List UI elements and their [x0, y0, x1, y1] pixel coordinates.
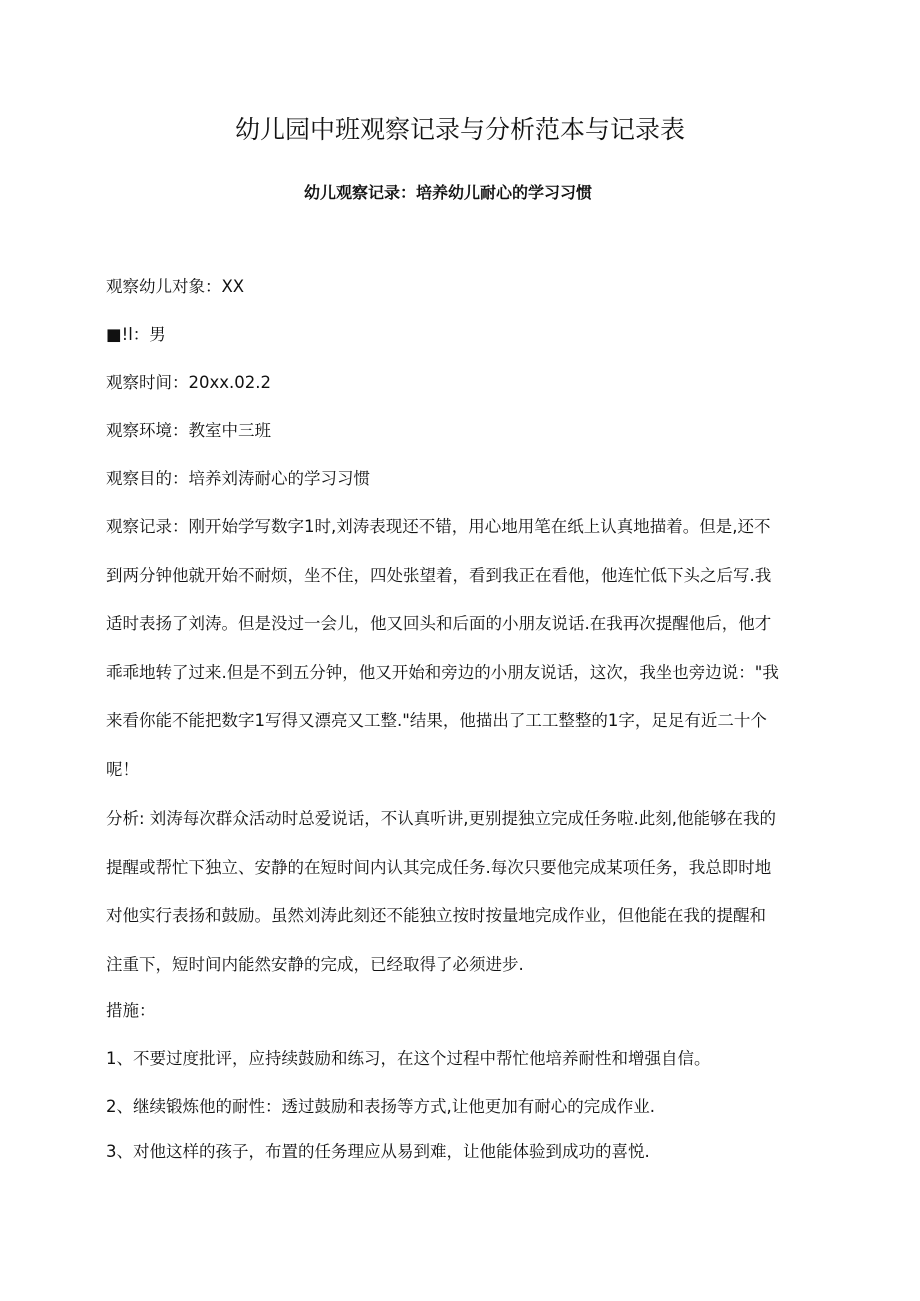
analysis: [106, 795, 796, 989]
field-environment: 观察环境：教室中三班: [106, 421, 271, 440]
analysis-line: 注重下，短时间内能然安静的完成，已经取得了必须进步.: [106, 954, 524, 974]
record-line: 观察记录：刚开始学写数字1时,刘涛表现还不错，用心地用笔在纸上认真地描着。但是,还不: [106, 517, 771, 536]
measures-label: 措施：: [106, 1001, 156, 1020]
measure-item-3: 3、对他这样的孩子，布置的任务理应从易到难，让他能体验到成功的喜悦.: [106, 1142, 650, 1161]
measure-item-1: 1、不要过度批评，应持续鼓励和练习，在这个过程中帮忙他培养耐性和增强自信。: [106, 1049, 711, 1068]
analysis-line: 对他实行表扬和鼓励。虽然刘涛此刻还不能独立按时按量地完成作业，但他能在我的提醒和: [106, 906, 766, 925]
observation-record: [106, 503, 796, 794]
field-time: 观察时间：20xx.02.2: [106, 373, 272, 392]
document-subtitle: 幼儿观察记录：培养幼儿耐心的学习习惯: [303, 183, 592, 202]
document-title: 幼儿园中班观察记录与分析范本与记录表: [234, 115, 685, 144]
record-line: 来看你能不能把数字1写得又漂亮又工整."结果，他描出了工工整整的1字，足足有近二十个: [106, 711, 767, 730]
measure-item-2: 2、继续锻炼他的耐性：透过鼓励和表扬等方式,让他更加有耐心的完成作业.: [106, 1097, 655, 1116]
field-gender: ■!l：男: [106, 325, 166, 344]
record-line: 适时表扬了刘涛。但是没过一会儿，他又回头和后面的小朋友说话.在我再次提醒他后，他才: [106, 614, 772, 633]
record-line: 呢！: [106, 759, 139, 779]
record-line: 到两分钟他就开始不耐烦，坐不住，四处张望着，看到我正在看他，他连忙低下头之后写.我: [106, 565, 772, 585]
record-line: 乖乖地转了过来.但是不到五分钟，他又开始和旁边的小朋友说话，这次，我坐也旁边说："我: [106, 662, 779, 682]
analysis-line: 分析: 刘涛每次群众活动时总爱说话，不认真听讲,更别提独立完成任务啦.此刻,他能够在我的: [106, 809, 777, 828]
field-subject: 观察幼儿对象：XX: [106, 277, 245, 296]
field-purpose: 观察目的：培养刘涛耐心的学习习惯: [106, 469, 370, 488]
analysis-line: 提醒或帮忙下独立、安静的在短时间内认其完成任务.每次只要他完成某项任务，我总即时地: [106, 857, 772, 877]
